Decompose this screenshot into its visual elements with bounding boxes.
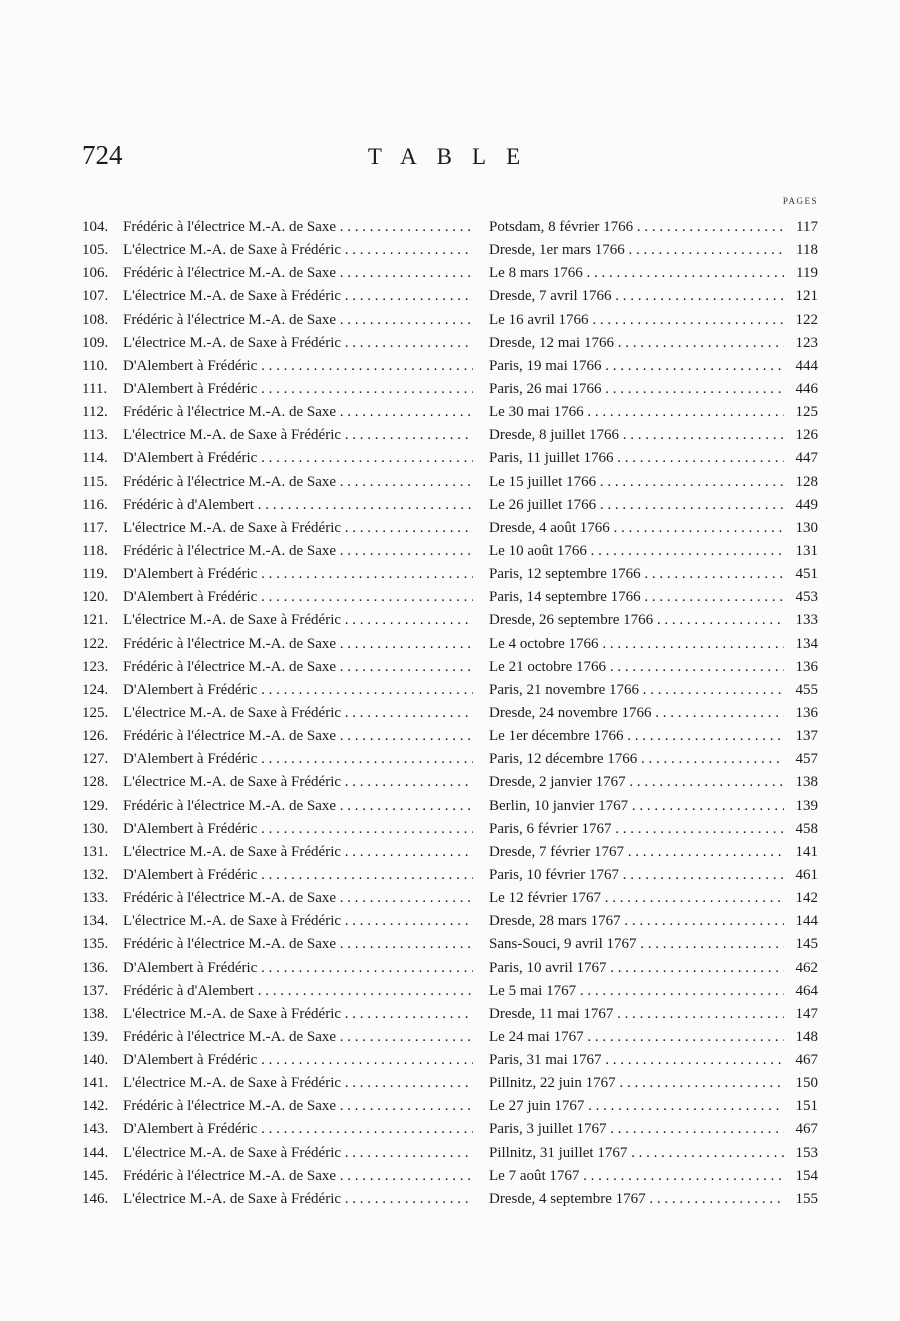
table-row	[82, 1188, 818, 1211]
table-row	[82, 910, 818, 933]
entry-number: 123.	[82, 658, 109, 675]
entry-number: 134.	[82, 913, 109, 930]
entry-number: 114.	[82, 450, 108, 467]
correspondents: Frédéric à l'électrice M.-A. de Saxe . . .	[123, 656, 473, 679]
correspondents: L'électrice M.-A. de Saxe à Frédéric . . .	[123, 424, 473, 447]
page-ref: 144	[795, 913, 818, 930]
page-ref: 464	[795, 982, 818, 999]
place-date: Paris, 14 septembre 1766 . . .	[489, 586, 784, 609]
page-ref: 458	[795, 820, 818, 837]
page-ref: 449	[795, 496, 818, 513]
correspondents: D'Alembert à Frédéric . . .	[123, 378, 473, 401]
page-ref: 447	[795, 450, 818, 467]
place-date: Dresde, 4 septembre 1767 . . .	[489, 1188, 784, 1211]
place-date: Le 4 octobre 1766 . . .	[489, 633, 784, 656]
table-row	[82, 586, 818, 609]
correspondents: Frédéric à l'électrice M.-A. de Saxe . . .	[123, 933, 473, 956]
page-ref: 151	[795, 1098, 818, 1115]
page-ref: 128	[795, 473, 818, 490]
correspondents: L'électrice M.-A. de Saxe à Frédéric . . .	[123, 702, 473, 725]
place-date: Berlin, 10 janvier 1767 . . .	[489, 795, 784, 818]
correspondents: Frédéric à d'Alembert . . .	[123, 494, 473, 517]
correspondents: D'Alembert à Frédéric . . .	[123, 563, 473, 586]
table-row	[82, 771, 818, 794]
table-row	[82, 1003, 818, 1026]
correspondents: Frédéric à l'électrice M.-A. de Saxe . . .	[123, 1165, 473, 1188]
page-title: TABLE	[367, 144, 541, 169]
table-row	[82, 563, 818, 586]
place-date: Le 8 mars 1766 . . .	[489, 262, 784, 285]
page-ref: 467	[795, 1052, 818, 1069]
correspondents: Frédéric à l'électrice M.-A. de Saxe . . .	[123, 309, 473, 332]
table-row	[82, 887, 818, 910]
table-row	[82, 818, 818, 841]
correspondents: L'électrice M.-A. de Saxe à Frédéric . . .	[123, 1142, 473, 1165]
entry-number: 129.	[82, 797, 109, 814]
page-ref: 123	[795, 334, 818, 351]
table-row	[82, 378, 818, 401]
correspondents: Frédéric à l'électrice M.-A. de Saxe . . .	[123, 1095, 473, 1118]
correspondents: Frédéric à l'électrice M.-A. de Saxe . . .	[123, 540, 473, 563]
table-row	[82, 401, 818, 424]
place-date: Paris, 10 février 1767 . . .	[489, 864, 784, 887]
page-number: 724	[82, 140, 123, 170]
correspondents: L'électrice M.-A. de Saxe à Frédéric . . .	[123, 771, 473, 794]
place-date: Le 1er décembre 1766 . . .	[489, 725, 784, 748]
entry-number: 144.	[82, 1144, 109, 1161]
correspondents: Frédéric à l'électrice M.-A. de Saxe . . .	[123, 471, 473, 494]
correspondents: Frédéric à l'électrice M.-A. de Saxe . . .	[123, 1026, 473, 1049]
correspondents: Frédéric à d'Alembert . . .	[123, 980, 473, 1003]
correspondents: D'Alembert à Frédéric . . .	[123, 447, 473, 470]
page-ref: 125	[795, 404, 818, 421]
entry-number: 108.	[82, 311, 109, 328]
entry-number: 133.	[82, 890, 109, 907]
table-row	[82, 980, 818, 1003]
correspondents: D'Alembert à Frédéric . . .	[123, 355, 473, 378]
page-ref: 451	[795, 566, 818, 583]
entry-number: 132.	[82, 866, 109, 883]
table-row	[82, 471, 818, 494]
place-date: Paris, 10 avril 1767 . . .	[489, 957, 784, 980]
table-row	[82, 957, 818, 980]
place-date: Dresde, 11 mai 1767 . . .	[489, 1003, 784, 1026]
place-date: Dresde, 7 avril 1766 . . .	[489, 285, 784, 308]
correspondents: L'électrice M.-A. de Saxe à Frédéric . . .	[123, 1072, 473, 1095]
page-ref: 137	[795, 728, 818, 745]
correspondents: Frédéric à l'électrice M.-A. de Saxe . . .	[123, 633, 473, 656]
entry-number: 138.	[82, 1005, 109, 1022]
correspondents: L'électrice M.-A. de Saxe à Frédéric . . .	[123, 517, 473, 540]
entry-number: 130.	[82, 820, 109, 837]
correspondents: D'Alembert à Frédéric . . .	[123, 818, 473, 841]
pages-column-header: PAGES	[782, 196, 818, 206]
table-row	[82, 933, 818, 956]
table-row	[82, 1049, 818, 1072]
page-ref: 148	[795, 1028, 818, 1045]
entry-number: 136.	[82, 959, 109, 976]
page-ref: 155	[795, 1190, 818, 1207]
entry-number: 125.	[82, 704, 109, 721]
entry-number: 120.	[82, 589, 109, 606]
table-row	[82, 309, 818, 332]
place-date: Le 24 mai 1767 . . .	[489, 1026, 784, 1049]
page-ref: 457	[795, 751, 818, 768]
correspondents: Frédéric à l'électrice M.-A. de Saxe . . .	[123, 262, 473, 285]
entry-number: 112.	[82, 404, 108, 421]
entry-number: 121.	[82, 612, 109, 629]
entry-number: 140.	[82, 1052, 109, 1069]
correspondents: L'électrice M.-A. de Saxe à Frédéric . . .	[123, 609, 473, 632]
place-date: Dresde, 28 mars 1767 . . .	[489, 910, 784, 933]
entry-number: 118.	[82, 542, 108, 559]
entry-number: 146.	[82, 1190, 109, 1207]
table-row	[82, 725, 818, 748]
page-ref: 446	[795, 380, 818, 397]
table-row	[82, 262, 818, 285]
page-ref: 453	[795, 589, 818, 606]
page-ref: 126	[795, 427, 818, 444]
page-ref: 117	[796, 219, 818, 235]
place-date: Dresde, 26 septembre 1766 . . .	[489, 609, 784, 632]
correspondents: L'électrice M.-A. de Saxe à Frédéric . . .	[123, 1003, 473, 1026]
page-ref: 141	[795, 843, 818, 860]
place-date: Paris, 11 juillet 1766 . . .	[489, 447, 784, 470]
correspondents: D'Alembert à Frédéric . . .	[123, 679, 473, 702]
page-ref: 118	[796, 242, 818, 259]
page-ref: 153	[795, 1144, 818, 1161]
correspondents: Frédéric à l'électrice M.-A. de Saxe . . .	[123, 887, 473, 910]
entry-number: 128.	[82, 774, 109, 791]
place-date: Le 21 octobre 1766 . . .	[489, 656, 784, 679]
correspondents: D'Alembert à Frédéric . . .	[123, 586, 473, 609]
page-ref: 139	[795, 797, 818, 814]
place-date: Paris, 19 mai 1766 . . .	[489, 355, 784, 378]
table-row	[82, 332, 818, 355]
place-date: Le 27 juin 1767 . . .	[489, 1095, 784, 1118]
place-date: Le 26 juillet 1766 . . .	[489, 494, 784, 517]
table-row	[82, 1118, 818, 1141]
table-row	[82, 679, 818, 702]
page-ref: 134	[795, 635, 818, 652]
page-ref: 131	[795, 542, 818, 559]
place-date: Dresde, 8 juillet 1766 . . .	[489, 424, 784, 447]
correspondents: L'électrice M.-A. de Saxe à Frédéric . . .	[123, 910, 473, 933]
correspondents: D'Alembert à Frédéric . . .	[123, 1118, 473, 1141]
place-date: Le 15 juillet 1766 . . .	[489, 471, 784, 494]
correspondents: L'électrice M.-A. de Saxe à Frédéric . . .	[123, 285, 473, 308]
place-date: Dresde, 1er mars 1766 . . .	[489, 239, 784, 262]
correspondents: L'électrice M.-A. de Saxe à Frédéric . . .	[123, 239, 473, 262]
page-ref: 467	[795, 1121, 818, 1138]
place-date: Le 5 mai 1767 . . .	[489, 980, 784, 1003]
correspondents: D'Alembert à Frédéric . . .	[123, 864, 473, 887]
entry-number: 135.	[82, 936, 109, 953]
table-row	[82, 1026, 818, 1049]
table-row	[82, 864, 818, 887]
place-date: Le 16 avril 1766 . . .	[489, 309, 784, 332]
page-ref: 444	[795, 357, 818, 374]
entry-number: 126.	[82, 728, 109, 745]
place-date: Paris, 12 décembre 1766 . . .	[489, 748, 784, 771]
entry-number: 142.	[82, 1098, 109, 1115]
table-row	[82, 656, 818, 679]
place-date: Paris, 21 novembre 1766 . . .	[489, 679, 784, 702]
table-row	[82, 748, 818, 771]
table-row	[82, 424, 818, 447]
entry-number: 115.	[82, 473, 108, 490]
table-row	[82, 285, 818, 308]
entry-number: 119.	[82, 566, 108, 583]
page-ref: 147	[795, 1005, 818, 1022]
correspondents: D'Alembert à Frédéric . . .	[123, 748, 473, 771]
place-date: Dresde, 2 janvier 1767 . . .	[489, 771, 784, 794]
place-date: Le 7 août 1767 . . .	[489, 1165, 784, 1188]
correspondents: L'électrice M.-A. de Saxe à Frédéric . . .	[123, 332, 473, 355]
place-date: Pillnitz, 22 juin 1767 . . .	[489, 1072, 784, 1095]
page-ref: 154	[795, 1167, 818, 1184]
correspondents: L'électrice M.-A. de Saxe à Frédéric . . .	[123, 1188, 473, 1211]
entry-number: 141.	[82, 1075, 109, 1092]
correspondents: D'Alembert à Frédéric . . .	[123, 1049, 473, 1072]
page-ref: 138	[795, 774, 818, 791]
page-ref: 145	[795, 936, 818, 953]
entry-number: 106.	[82, 265, 109, 282]
correspondents: Frédéric à l'électrice M.-A. de Saxe . . .	[123, 725, 473, 748]
page-ref: 130	[795, 519, 818, 536]
place-date: Le 12 février 1767 . . .	[489, 887, 784, 910]
entry-number: 104.	[82, 219, 109, 235]
place-date: Le 10 août 1766 . . .	[489, 540, 784, 563]
page-ref: 136	[795, 658, 818, 675]
table-row	[82, 609, 818, 632]
page-ref: 150	[795, 1075, 818, 1092]
place-date: Dresde, 12 mai 1766 . . .	[489, 332, 784, 355]
place-date: Dresde, 24 novembre 1766 . . .	[489, 702, 784, 725]
table-row	[82, 517, 818, 540]
entry-number: 113.	[82, 427, 108, 444]
page-ref: 455	[795, 681, 818, 698]
page-ref: 462	[795, 959, 818, 976]
table-row	[82, 1165, 818, 1188]
table-row	[82, 1072, 818, 1095]
table-row	[82, 702, 818, 725]
page-ref: 133	[795, 612, 818, 629]
entry-number: 122.	[82, 635, 109, 652]
table-row	[82, 494, 818, 517]
place-date: Le 30 mai 1766 . . .	[489, 401, 784, 424]
entry-number: 116.	[82, 496, 108, 513]
entry-number: 139.	[82, 1028, 109, 1045]
entry-number: 107.	[82, 288, 109, 305]
place-date: Paris, 31 mai 1767 . . .	[489, 1049, 784, 1072]
table-row	[82, 795, 818, 818]
correspondents: Frédéric à l'électrice M.-A. de Saxe . . .	[123, 401, 473, 424]
correspondents: Frédéric à l'électrice M.-A. de Saxe . . .	[123, 216, 473, 239]
place-date: Potsdam, 8 février 1766 . . .	[489, 216, 784, 239]
entry-number: 117.	[82, 519, 108, 536]
entry-number: 105.	[82, 242, 109, 259]
page-ref: 136	[795, 704, 818, 721]
entry-number: 109.	[82, 334, 109, 351]
entry-number: 110.	[82, 357, 108, 374]
table-of-contents	[82, 216, 818, 1211]
page-ref: 119	[796, 265, 818, 282]
table-row	[82, 239, 818, 262]
page-ref: 461	[795, 866, 818, 883]
place-date: Sans-Souci, 9 avril 1767 . . .	[489, 933, 784, 956]
table-row	[82, 1142, 818, 1165]
entry-number: 111.	[82, 380, 108, 397]
entry-number: 131.	[82, 843, 109, 860]
place-date: Paris, 12 septembre 1766 . . .	[489, 563, 784, 586]
table-row	[82, 447, 818, 470]
page-ref: 121	[795, 288, 818, 305]
place-date: Paris, 26 mai 1766 . . .	[489, 378, 784, 401]
table-row	[82, 633, 818, 656]
place-date: Paris, 6 février 1767 . . .	[489, 818, 784, 841]
table-row	[82, 841, 818, 864]
table-row	[82, 355, 818, 378]
entry-number: 127.	[82, 751, 109, 768]
correspondents: D'Alembert à Frédéric . . .	[123, 957, 473, 980]
table-row	[82, 1095, 818, 1118]
entry-number: 145.	[82, 1167, 109, 1184]
place-date: Dresde, 7 février 1767 . . .	[489, 841, 784, 864]
table-row	[82, 216, 818, 239]
correspondents: L'électrice M.-A. de Saxe à Frédéric . . .	[123, 841, 473, 864]
correspondents: Frédéric à l'électrice M.-A. de Saxe . . .	[123, 795, 473, 818]
place-date: Pillnitz, 31 juillet 1767 . . .	[489, 1142, 784, 1165]
entry-number: 143.	[82, 1121, 109, 1138]
place-date: Dresde, 4 août 1766 . . .	[489, 517, 784, 540]
page-ref: 122	[795, 311, 818, 328]
page-ref: 142	[795, 890, 818, 907]
entry-number: 124.	[82, 681, 109, 698]
table-row	[82, 540, 818, 563]
place-date: Paris, 3 juillet 1767 . . .	[489, 1118, 784, 1141]
entry-number: 137.	[82, 982, 109, 999]
